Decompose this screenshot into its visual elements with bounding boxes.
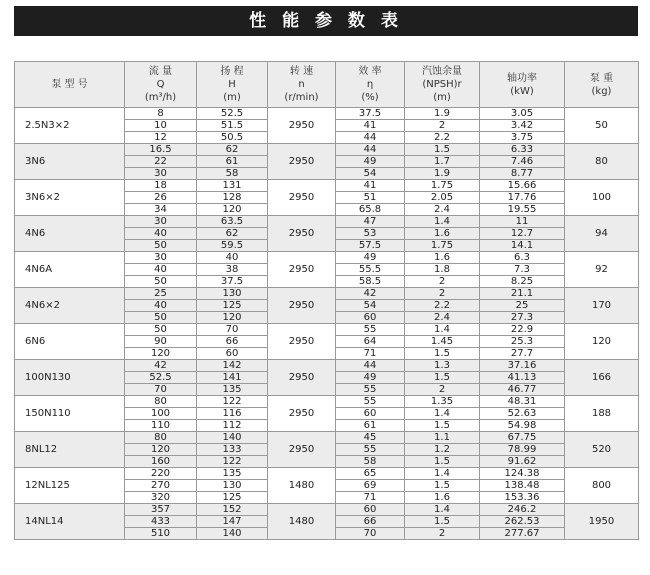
cell-flow: 160 [125,456,197,468]
cell-speed: 2950 [268,108,336,144]
cell-head: 120 [197,312,268,324]
cell-head: 142 [197,360,268,372]
cell-head: 122 [197,456,268,468]
header-head: 扬 程 H (m) [197,62,268,108]
header-weight: 泵 重 (kg) [565,62,639,108]
cell-head: 131 [197,180,268,192]
cell-npsh: 1.1 [405,432,480,444]
cell-efficiency: 60 [336,312,405,324]
cell-flow: 40 [125,300,197,312]
cell-flow: 52.5 [125,372,197,384]
cell-head: 140 [197,432,268,444]
cell-weight: 1950 [565,504,639,540]
cell-flow: 433 [125,516,197,528]
cell-head: 147 [197,516,268,528]
cell-flow: 100 [125,408,197,420]
cell-flow: 357 [125,504,197,516]
cell-model: 6N6 [15,324,125,360]
cell-npsh: 1.6 [405,492,480,504]
cell-npsh: 2 [405,120,480,132]
cell-efficiency: 53 [336,228,405,240]
cell-npsh: 2.2 [405,300,480,312]
cell-weight: 50 [565,108,639,144]
cell-efficiency: 55 [336,384,405,396]
cell-weight: 800 [565,468,639,504]
cell-npsh: 2 [405,384,480,396]
cell-npsh: 1.4 [405,408,480,420]
cell-efficiency: 54 [336,168,405,180]
cell-power: 262.53 [480,516,565,528]
cell-power: 8.25 [480,276,565,288]
cell-npsh: 1.45 [405,336,480,348]
cell-efficiency: 70 [336,528,405,540]
cell-npsh: 2.4 [405,204,480,216]
cell-npsh: 2.4 [405,312,480,324]
cell-model: 14NL14 [15,504,125,540]
cell-power: 7.3 [480,264,565,276]
cell-weight: 80 [565,144,639,180]
cell-power: 27.7 [480,348,565,360]
header-row [15,62,639,108]
cell-power: 3.42 [480,120,565,132]
cell-speed: 2950 [268,360,336,396]
cell-efficiency: 57.5 [336,240,405,252]
cell-head: 63.5 [197,216,268,228]
cell-power: 52.63 [480,408,565,420]
cell-flow: 90 [125,336,197,348]
cell-npsh: 2 [405,288,480,300]
cell-efficiency: 55.5 [336,264,405,276]
cell-efficiency: 51 [336,192,405,204]
cell-efficiency: 49 [336,156,405,168]
cell-efficiency: 65.8 [336,204,405,216]
page-title: 性 能 参 数 表 [14,6,638,36]
cell-efficiency: 60 [336,408,405,420]
cell-weight: 188 [565,396,639,432]
cell-speed: 2950 [268,252,336,288]
cell-head: 52.5 [197,108,268,120]
cell-weight: 92 [565,252,639,288]
cell-flow: 270 [125,480,197,492]
cell-efficiency: 41 [336,120,405,132]
cell-flow: 8 [125,108,197,120]
header-efficiency: 效 率 η (%) [336,62,405,108]
cell-speed: 2950 [268,144,336,180]
header-npsh: 汽蚀余量 (NPSH)r (m) [405,62,480,108]
cell-head: 58 [197,168,268,180]
cell-efficiency: 61 [336,420,405,432]
table-row [15,180,639,192]
cell-head: 112 [197,420,268,432]
cell-npsh: 1.7 [405,156,480,168]
table-row [15,360,639,372]
cell-flow: 10 [125,120,197,132]
cell-flow: 120 [125,444,197,456]
table-row [15,396,639,408]
table-row [15,144,639,156]
cell-power: 3.75 [480,132,565,144]
cell-power: 25 [480,300,565,312]
cell-npsh: 2.05 [405,192,480,204]
cell-efficiency: 44 [336,360,405,372]
table-row [15,216,639,228]
cell-npsh: 1.75 [405,240,480,252]
cell-weight: 100 [565,180,639,216]
cell-flow: 50 [125,324,197,336]
cell-head: 70 [197,324,268,336]
cell-flow: 110 [125,420,197,432]
cell-npsh: 1.5 [405,144,480,156]
cell-power: 11 [480,216,565,228]
cell-npsh: 1.5 [405,420,480,432]
cell-model: 8NL12 [15,432,125,468]
cell-flow: 42 [125,360,197,372]
cell-efficiency: 54 [336,300,405,312]
header-speed: 转 速 n (r/min) [268,62,336,108]
cell-npsh: 1.5 [405,480,480,492]
cell-npsh: 1.6 [405,228,480,240]
table-body [15,108,639,540]
cell-head: 133 [197,444,268,456]
cell-power: 19.55 [480,204,565,216]
cell-head: 140 [197,528,268,540]
cell-power: 124.38 [480,468,565,480]
cell-model: 2.5N3×2 [15,108,125,144]
cell-flow: 22 [125,156,197,168]
cell-efficiency: 58 [336,456,405,468]
cell-flow: 18 [125,180,197,192]
cell-speed: 2950 [268,432,336,468]
cell-head: 130 [197,288,268,300]
cell-efficiency: 69 [336,480,405,492]
cell-speed: 2950 [268,324,336,360]
cell-head: 59.5 [197,240,268,252]
cell-npsh: 2 [405,528,480,540]
cell-flow: 30 [125,168,197,180]
cell-head: 40 [197,252,268,264]
cell-model: 4N6×2 [15,288,125,324]
cell-flow: 25 [125,288,197,300]
cell-efficiency: 55 [336,444,405,456]
header-power: 轴功率 (kW) [480,62,565,108]
cell-flow: 16.5 [125,144,197,156]
cell-power: 153.36 [480,492,565,504]
cell-flow: 50 [125,240,197,252]
cell-flow: 80 [125,396,197,408]
cell-head: 128 [197,192,268,204]
table-row [15,288,639,300]
cell-efficiency: 44 [336,144,405,156]
cell-model: 150N110 [15,396,125,432]
cell-head: 135 [197,384,268,396]
table-row [15,468,639,480]
cell-flow: 510 [125,528,197,540]
cell-power: 3.05 [480,108,565,120]
cell-efficiency: 49 [336,372,405,384]
cell-speed: 2950 [268,396,336,432]
cell-flow: 26 [125,192,197,204]
cell-efficiency: 37.5 [336,108,405,120]
table-row [15,108,639,120]
header-flow: 流 量 Q (m³/h) [125,62,197,108]
cell-power: 15.66 [480,180,565,192]
cell-head: 125 [197,492,268,504]
cell-efficiency: 64 [336,336,405,348]
table-row [15,252,639,264]
table-row [15,504,639,516]
cell-head: 38 [197,264,268,276]
cell-head: 152 [197,504,268,516]
cell-power: 22.9 [480,324,565,336]
cell-npsh: 1.2 [405,444,480,456]
cell-power: 14.1 [480,240,565,252]
cell-npsh: 1.4 [405,216,480,228]
cell-npsh: 1.5 [405,372,480,384]
cell-power: 41.13 [480,372,565,384]
cell-speed: 2950 [268,216,336,252]
cell-efficiency: 65 [336,468,405,480]
cell-power: 17.76 [480,192,565,204]
cell-power: 6.3 [480,252,565,264]
cell-efficiency: 42 [336,288,405,300]
cell-head: 122 [197,396,268,408]
cell-efficiency: 55 [336,324,405,336]
cell-head: 120 [197,204,268,216]
cell-npsh: 1.75 [405,180,480,192]
cell-head: 141 [197,372,268,384]
cell-power: 21.1 [480,288,565,300]
cell-npsh: 1.8 [405,264,480,276]
cell-efficiency: 71 [336,348,405,360]
cell-efficiency: 66 [336,516,405,528]
cell-npsh: 1.9 [405,168,480,180]
cell-head: 61 [197,156,268,168]
cell-head: 60 [197,348,268,360]
cell-model: 3N6×2 [15,180,125,216]
cell-npsh: 2 [405,276,480,288]
cell-power: 78.99 [480,444,565,456]
cell-head: 50.5 [197,132,268,144]
cell-model: 100N130 [15,360,125,396]
cell-power: 67.75 [480,432,565,444]
cell-weight: 120 [565,324,639,360]
cell-head: 135 [197,468,268,480]
cell-power: 246.2 [480,504,565,516]
cell-power: 91.62 [480,456,565,468]
cell-npsh: 1.6 [405,252,480,264]
cell-flow: 40 [125,264,197,276]
cell-npsh: 1.4 [405,468,480,480]
cell-head: 125 [197,300,268,312]
cell-npsh: 1.5 [405,348,480,360]
cell-power: 8.77 [480,168,565,180]
cell-power: 46.77 [480,384,565,396]
cell-power: 37.16 [480,360,565,372]
header-model: 泵 型 号 [15,62,125,108]
cell-npsh: 1.5 [405,516,480,528]
cell-npsh: 2.2 [405,132,480,144]
cell-npsh: 1.5 [405,456,480,468]
cell-power: 54.98 [480,420,565,432]
cell-weight: 94 [565,216,639,252]
cell-flow: 50 [125,312,197,324]
cell-npsh: 1.9 [405,108,480,120]
cell-power: 27.3 [480,312,565,324]
cell-model: 3N6 [15,144,125,180]
cell-flow: 120 [125,348,197,360]
cell-efficiency: 44 [336,132,405,144]
cell-flow: 220 [125,468,197,480]
cell-power: 138.48 [480,480,565,492]
table-row [15,324,639,336]
cell-power: 12.7 [480,228,565,240]
cell-head: 116 [197,408,268,420]
cell-npsh: 1.3 [405,360,480,372]
cell-flow: 70 [125,384,197,396]
performance-table [14,61,639,540]
cell-efficiency: 71 [336,492,405,504]
cell-model: 4N6A [15,252,125,288]
cell-flow: 50 [125,276,197,288]
cell-efficiency: 41 [336,180,405,192]
cell-efficiency: 55 [336,396,405,408]
cell-speed: 2950 [268,180,336,216]
table-row [15,432,639,444]
cell-speed: 1480 [268,504,336,540]
cell-weight: 166 [565,360,639,396]
cell-npsh: 1.4 [405,324,480,336]
cell-head: 66 [197,336,268,348]
cell-efficiency: 60 [336,504,405,516]
cell-flow: 34 [125,204,197,216]
cell-model: 4N6 [15,216,125,252]
cell-flow: 30 [125,216,197,228]
cell-head: 37.5 [197,276,268,288]
cell-power: 6.33 [480,144,565,156]
cell-efficiency: 45 [336,432,405,444]
cell-model: 12NL125 [15,468,125,504]
cell-head: 130 [197,480,268,492]
cell-power: 25.3 [480,336,565,348]
cell-flow: 12 [125,132,197,144]
cell-head: 62 [197,228,268,240]
cell-flow: 80 [125,432,197,444]
cell-npsh: 1.35 [405,396,480,408]
cell-power: 277.67 [480,528,565,540]
cell-power: 48.31 [480,396,565,408]
cell-efficiency: 58.5 [336,276,405,288]
cell-head: 62 [197,144,268,156]
cell-flow: 30 [125,252,197,264]
cell-speed: 1480 [268,468,336,504]
cell-efficiency: 49 [336,252,405,264]
cell-npsh: 1.4 [405,504,480,516]
cell-power: 7.46 [480,156,565,168]
cell-flow: 320 [125,492,197,504]
cell-weight: 520 [565,432,639,468]
cell-weight: 170 [565,288,639,324]
cell-flow: 40 [125,228,197,240]
cell-efficiency: 47 [336,216,405,228]
cell-head: 51.5 [197,120,268,132]
cell-speed: 2950 [268,288,336,324]
